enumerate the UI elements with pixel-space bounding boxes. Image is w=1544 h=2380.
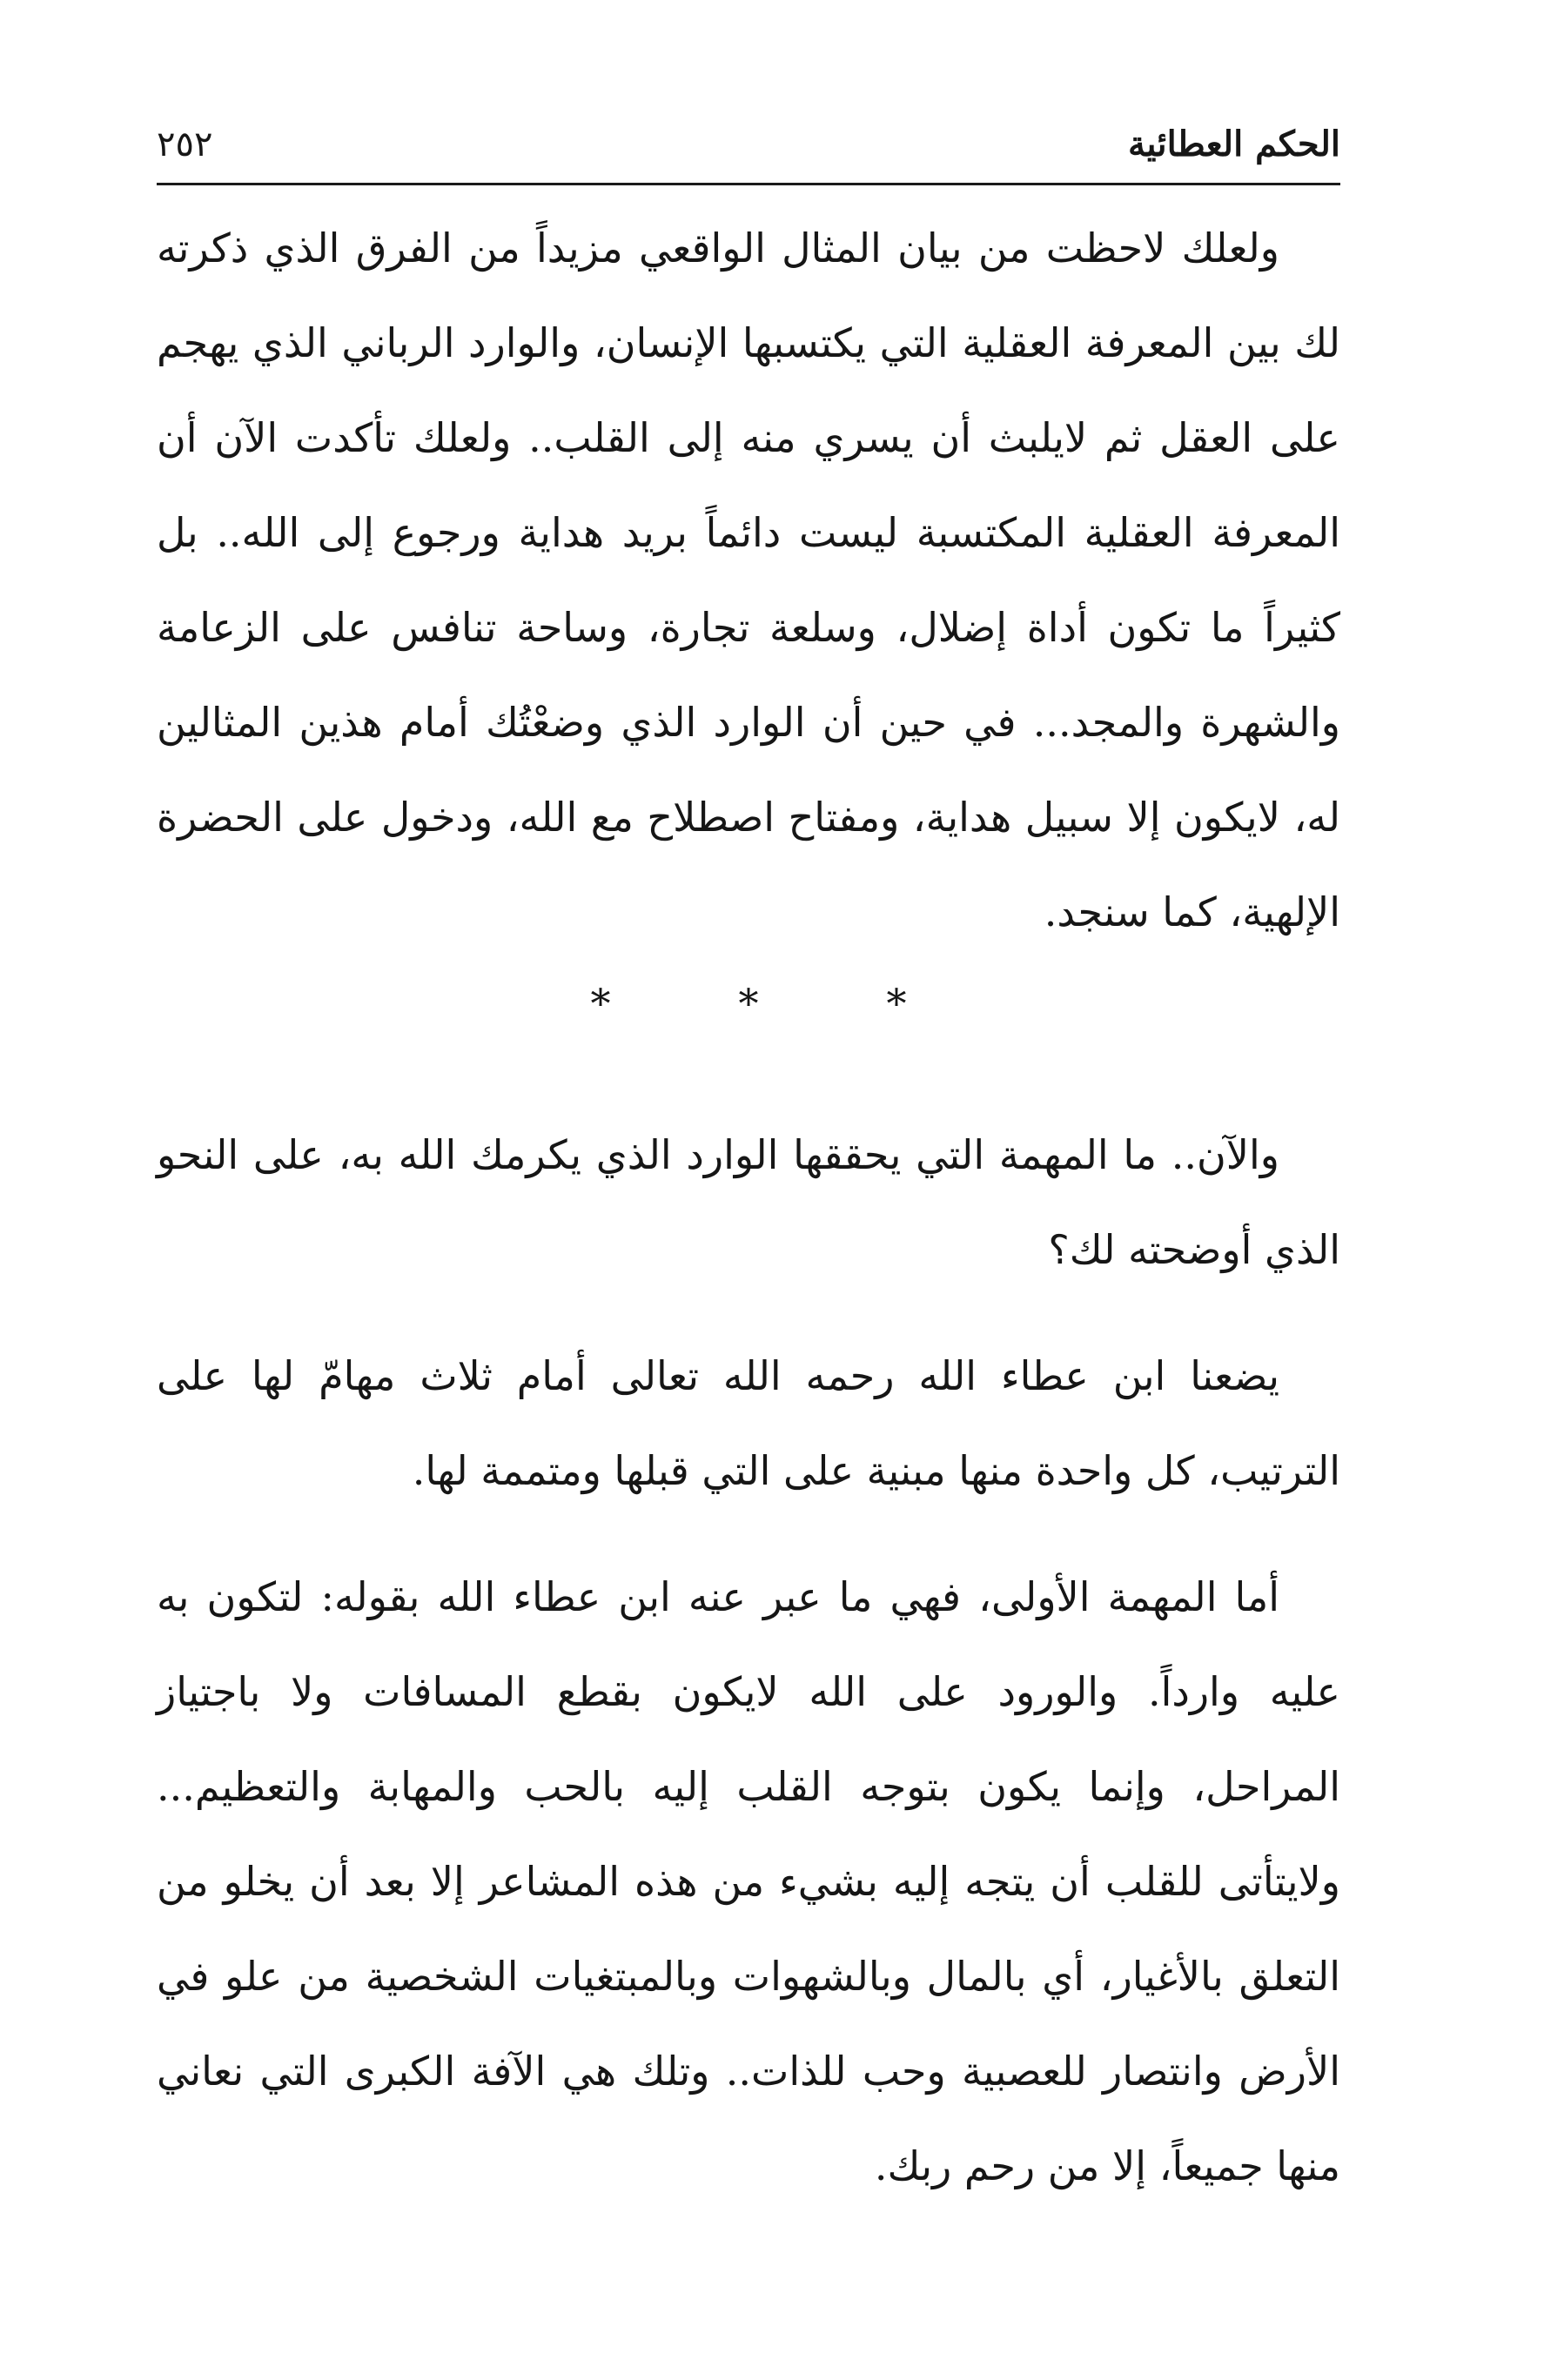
paragraph: والآن.. ما المهمة التي يحققها الوارد الذي يكرمك الله به، على النحو الذي أوضحته لك؟ xyxy=(157,1131,1340,1273)
book-page xyxy=(157,113,1340,2271)
paragraph: أما المهمة الأولى، فهي ما عبر عنه ابن عطاء الله بقوله: لتكون به عليه وارداً. والورود على الله لايكون بقطع المسافات ولا باجتياز المراحل، وإنما يكون بتوجه القلب إليه بالحب والمهابة والتعظيم... ولايتأتى للقلب أن يتجه إليه بشيء من هذه المشاعر إلا بعد أن يخلو من التعلق بالأغيار، أي بالمال وبالشهوات وبالمبتغيات الشخصية من علو في الأرض وانتصار للعصبية وحب للذات.. وتلك هي الآفة الكبرى التي نعاني منها جميعاً، إلا من رحم ربك. xyxy=(157,1573,1340,2189)
paragraph: يضعنا ابن عطاء الله رحمه الله تعالى أمام ثلاث مهامّ لها على الترتيب، كل واحدة منها مبنية على التي قبلها ومتممة لها. xyxy=(157,1352,1340,1494)
section-separator xyxy=(157,960,1340,1047)
page-body xyxy=(157,201,1340,2214)
asterisk-ornament: * xyxy=(738,980,759,1027)
running-header xyxy=(157,113,1340,185)
asterisk-ornament: * xyxy=(886,980,907,1027)
book-title: الحكم العطائية xyxy=(1127,124,1340,164)
paragraph: ولعلك لاحظت من بيان المثال الواقعي مزيداً من الفرق الذي ذكرته لك بين المعرفة العقلية التي يكتسبها الإنسان، والوارد الرباني الذي يهجم على العقل ثم لايلبث أن يسري منه إلى القلب.. ولعلك تأكدت الآن أن المعرفة العقلية المكتسبة ليست دائماً بريد هداية ورجوع إلى الله.. بل كثيراً ما تكون أداة إضلال، وسلعة تجارة، وساحة تنافس على الزعامة والشهرة والمجد... في حين أن الوارد الذي وضعْتُك أمام هذين المثالين له، لايكون إلا سبيل هداية، ومفتاح اصطلاح مع الله، ودخول على الحضرة الإلهية، كما سنجد. xyxy=(157,225,1340,935)
asterisk-ornament: * xyxy=(590,980,611,1027)
page-number: ٢٥٢ xyxy=(157,124,213,164)
